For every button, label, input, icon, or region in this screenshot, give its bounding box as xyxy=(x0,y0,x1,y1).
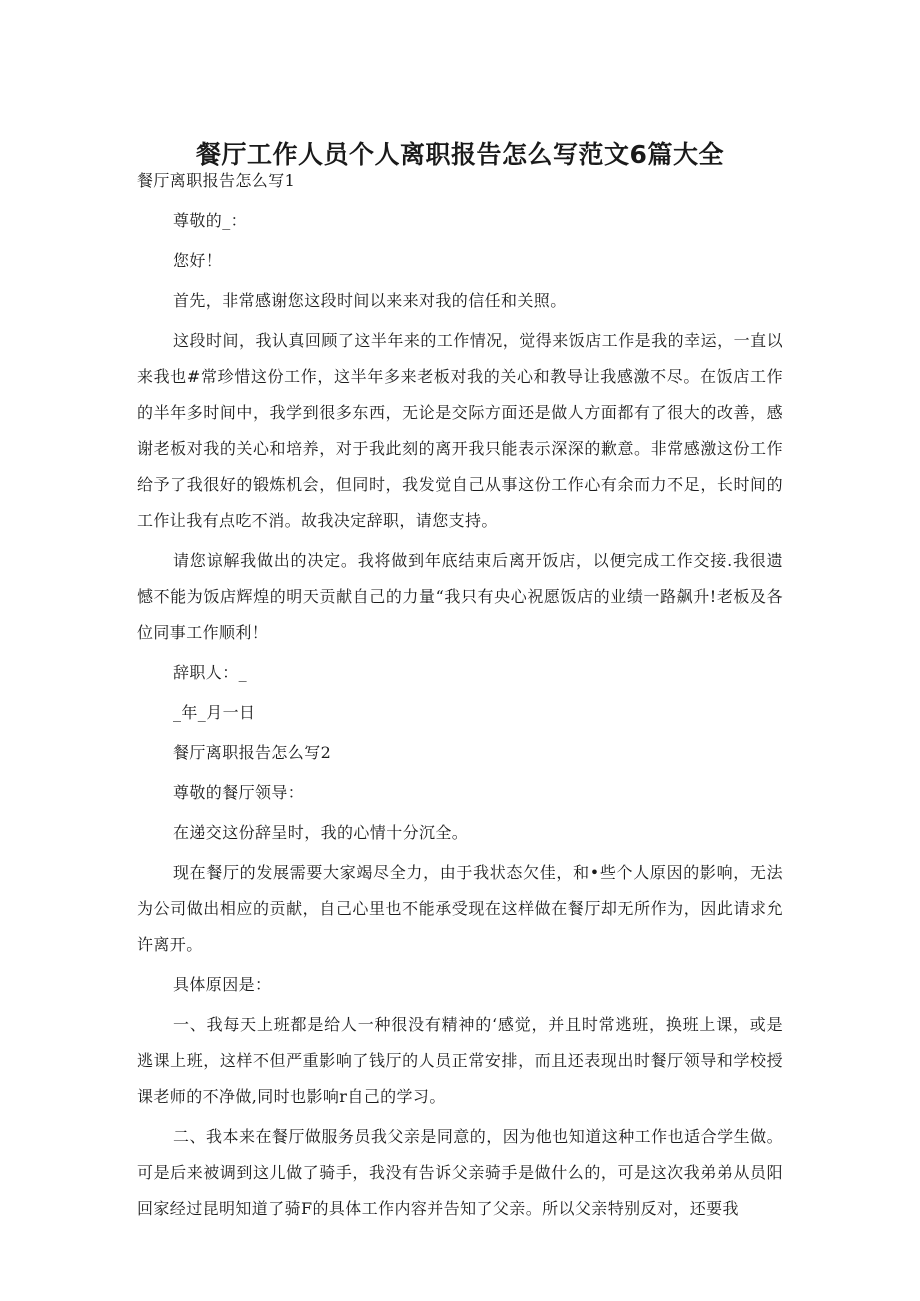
document-body xyxy=(137,163,783,1227)
para-2-2: 现在餐厅的发展需要大家竭尽全力，由于我状态欠佳，和•些个人原因的影响，无法为公司做出相应的贡献，自己心里也不能承受现在这样做在餐厅却无所作为，因此请求允许离开。 xyxy=(137,863,783,954)
document-title: 餐厅工作人员个人离职报告怎么写范文6篇大全 xyxy=(196,139,724,169)
section-2-heading: 餐厅离职报告怎么写2 xyxy=(173,743,332,762)
para-1-3: 请您谅解我做出的决定。我将做到年底结束后离开饭店，以便完成工作交接.我很遗憾不能为饭店辉煌的明天贡献自己的力量“我只有央心祝愿饭店的业绩一路飙升!老板及各位同事工作顺利！ xyxy=(137,551,783,642)
signature-1: 辞职人：_ xyxy=(173,663,248,682)
para-1-1: 首先，非常感谢您这段时间以来来对我的信任和关照。 xyxy=(173,291,567,310)
salutation-2: 尊敬的餐厅领导： xyxy=(173,783,305,802)
greeting-1: 您好！ xyxy=(173,251,223,270)
date-1: _年_月一日 xyxy=(173,703,256,722)
para-1-2: 这段时间，我认真回顾了这半年来的工作情况，觉得来饭店工作是我的幸运，一直以来我也#常珍惜这份工作，这半年多来老板对我的关心和教导让我感激不尽。在饭店工作的半年多时间中，我学到很多东西，无论是交际方面还是做人方面都有了很大的改善，感谢老板对我的关心和培养，对于我此刻的离开我只能表示深深的歉意。非常感激这份工作给予了我很好的锻炼机会，但同时，我发觉自己从事这份工作心有余而力不足，长时间的工作让我有点吃不消。故我决定辞职，请您支持。 xyxy=(137,331,783,530)
para-2-1: 在递交这份辞呈时，我的心情十分沉全。 xyxy=(173,823,469,842)
salutation-1: 尊敬的_： xyxy=(173,211,248,230)
para-2-4: 一、我每天上班都是给人一种很没有精神的‘感觉，并且时常逃班，换班上课，或是逃课上班，这样不但严重影响了钱厅的人员正常安排，而且还表现出时餐厅领导和学校授课老师的不净做,同时也影响r自己的学习。 xyxy=(137,1015,783,1106)
para-2-5: 二、我本来在餐厅做服务员我父亲是同意的，因为他也知道这种工作也适合学生做。可是后来被调到这儿做了骑手，我没有告诉父亲骑手是做什么的，可是这次我弟弟从员阳回家经过昆明知道了骑F的具体工作内容并告知了父亲。所以父亲特别反对，还要我 xyxy=(137,1127,783,1218)
section-1-heading: 餐厅离职报告怎么写1 xyxy=(137,171,296,190)
para-2-3: 具体原因是： xyxy=(173,975,272,994)
